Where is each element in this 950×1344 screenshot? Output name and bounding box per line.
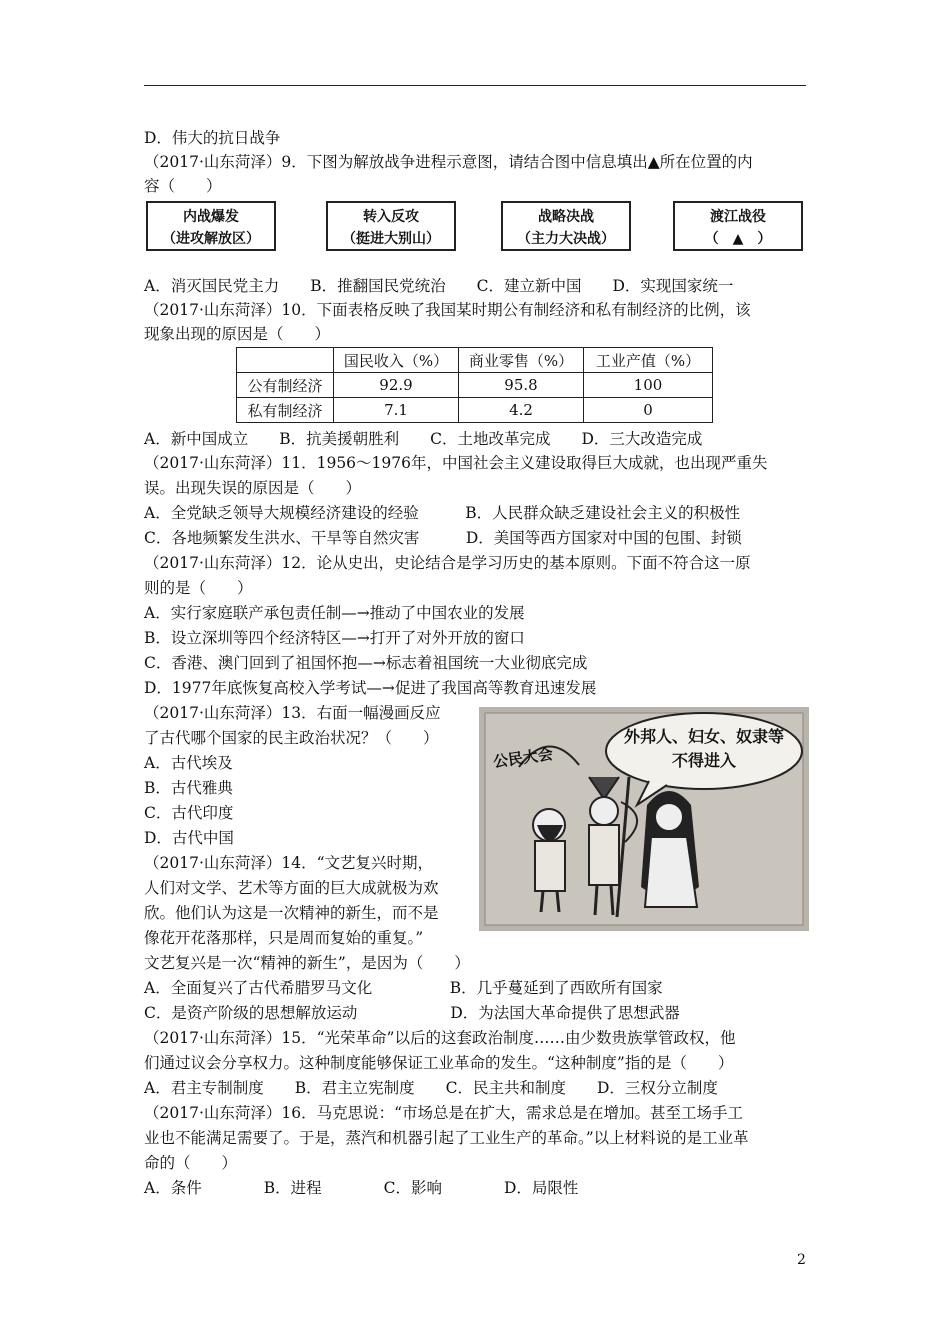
table-cell: 0 xyxy=(584,398,713,423)
q14-stem-2: 人们对文学、艺术等方面的巨大成就极为欢 xyxy=(144,879,439,897)
q13-option-b: B．古代雅典 xyxy=(144,779,233,797)
q9-stem: （2017·山东菏泽）9．下图为解放战争进程示意图，请结合图中信息填出▲所在位置的内 xyxy=(144,153,753,171)
table-cell: 95.8 xyxy=(459,373,584,398)
table-cell: 公有制经济 xyxy=(237,373,334,398)
q13-stem: （2017·山东菏泽）13．右面一幅漫画反应 xyxy=(144,704,441,722)
q13-option-a: A．古代埃及 xyxy=(144,754,233,772)
page-number: 2 xyxy=(797,1252,806,1268)
q16-stem-3: 命的（ ） xyxy=(144,1154,238,1172)
table-row xyxy=(237,398,713,423)
q10-options: A．新中国成立 B．抗美援朝胜利 C．土地改革完成 D．三大改造完成 xyxy=(144,430,703,448)
q16-options: A．条件 B．进程 C．影响 D．局限性 xyxy=(144,1179,579,1197)
q14-stem-5: 文艺复兴是一次“精神的新生”，是因为（ ） xyxy=(144,954,470,972)
q9-stem-cont: 容（ ） xyxy=(144,177,222,195)
table-row xyxy=(237,373,713,398)
table-header-cell: 工业产值（%） xyxy=(584,348,713,373)
q14-stem: （2017·山东菏泽）14．“文艺复兴时期， xyxy=(144,854,434,872)
liberation-war-flow-diagram xyxy=(146,201,808,259)
q13-option-d: D．古代中国 xyxy=(144,829,234,847)
q15-options: A．君主专制制度 B．君主立宪制度 C．民主共和制度 D．三权分立制度 xyxy=(144,1079,718,1097)
q14-options-ab: A．全面复兴了古代希腊罗马文化 B．几乎蔓延到了西欧所有国家 xyxy=(144,979,663,997)
q15-stem-cont: 们通过议会分享权力。这种制度能够保证工业革命的发生。“这种制度”指的是（ ） xyxy=(144,1054,734,1072)
table-cell: 私有制经济 xyxy=(237,398,334,423)
flow-step-4: 渡江战役 （ ▲ ） xyxy=(673,201,803,251)
cartoon-sign-label: 公民大会 xyxy=(492,744,555,772)
table-header-row xyxy=(237,348,713,373)
table-cell: 7.1 xyxy=(334,398,459,423)
q11-stem: （2017·山东菏泽）11．1956～1976年，中国社会主义建设取得巨大成就，也出现严重失 xyxy=(144,454,768,472)
table-cell: 4.2 xyxy=(459,398,584,423)
q10-stem-cont: 现象出现的原因是（ ） xyxy=(144,325,331,343)
q12-option-a: A．实行家庭联产承包责任制—→推动了中国农业的发展 xyxy=(144,604,525,622)
q15-stem: （2017·山东菏泽）15．“光荣革命”以后的这套政治制度……由少数贵族掌管政权，他 xyxy=(144,1029,736,1047)
q14-options-cd: C．是资产阶级的思想解放运动 D．为法国大革命提供了思想武器 xyxy=(144,1004,680,1022)
table-cell: 92.9 xyxy=(334,373,459,398)
q12-option-c: C．香港、澳门回到了祖国怀抱—→标志着祖国统一大业彻底完成 xyxy=(144,654,588,672)
cartoon-speech-bubble: 外邦人、妇女、奴隶等不得进入 xyxy=(623,727,784,770)
q12-option-b: B．设立深圳等四个经济特区—→打开了对外开放的窗口 xyxy=(144,629,525,647)
q11-options-cd: C．各地频繁发生洪水、干旱等自然灾害 D．美国等西方国家对中国的包围、封锁 xyxy=(144,529,742,547)
economy-ratio-table xyxy=(236,347,713,423)
q16-stem: （2017·山东菏泽）16．马克思说：“市场总是在扩大，需求总是在增加。甚至工场手工 xyxy=(144,1104,744,1122)
flow-step-2: 转入反攻 （挺进大别山） xyxy=(326,201,456,251)
flow-step-1: 内战爆发 （进攻解放区） xyxy=(146,201,276,251)
q14-stem-4: 像花开花落那样，只是周而复始的重复。” xyxy=(144,929,424,947)
header-rule xyxy=(144,85,806,86)
q14-stem-3: 欣。他们认为这是一次精神的新生，而不是 xyxy=(144,904,439,922)
q16-stem-2: 业也不能满足需要了。于是，蒸汽和机器引起了工业生产的革命。”以上材料说的是工业革 xyxy=(144,1129,749,1147)
q12-option-d: D．1977年底恢复高校入学考试—→促进了我国高等教育迅速发展 xyxy=(144,679,597,697)
table-header-cell: 国民收入（%） xyxy=(334,348,459,373)
athens-democracy-cartoon xyxy=(479,707,809,931)
q11-stem-cont: 误。出现失误的原因是（ ） xyxy=(144,479,362,497)
table-cell: 100 xyxy=(584,373,713,398)
q13-option-c: C．古代印度 xyxy=(144,804,234,822)
q9-options: A．消灭国民党主力 B．推翻国民党统治 C．建立新中国 D．实现国家统一 xyxy=(144,277,734,295)
q12-stem: （2017·山东菏泽）12．论从史出，史论结合是学习历史的基本原则。下面不符合这一原 xyxy=(144,554,751,572)
q10-stem: （2017·山东菏泽）10．下面表格反映了我国某时期公有制经济和私有制经济的比例，该 xyxy=(144,301,751,319)
table-header-cell: 商业零售（%） xyxy=(459,348,584,373)
flow-step-3: 战略决战 （主力大决战） xyxy=(501,201,631,251)
q11-options-ab: A．全党缺乏领导大规模经济建设的经验 B．人民群众缺乏建设社会主义的积极性 xyxy=(144,504,741,522)
q13-stem-cont: 了古代哪个国家的民主政治状况？（ ） xyxy=(144,729,439,747)
q8-option-d: D．伟大的抗日战争 xyxy=(144,129,281,147)
table-header-cell xyxy=(237,348,334,373)
q12-stem-cont: 则的是（ ） xyxy=(144,579,253,597)
